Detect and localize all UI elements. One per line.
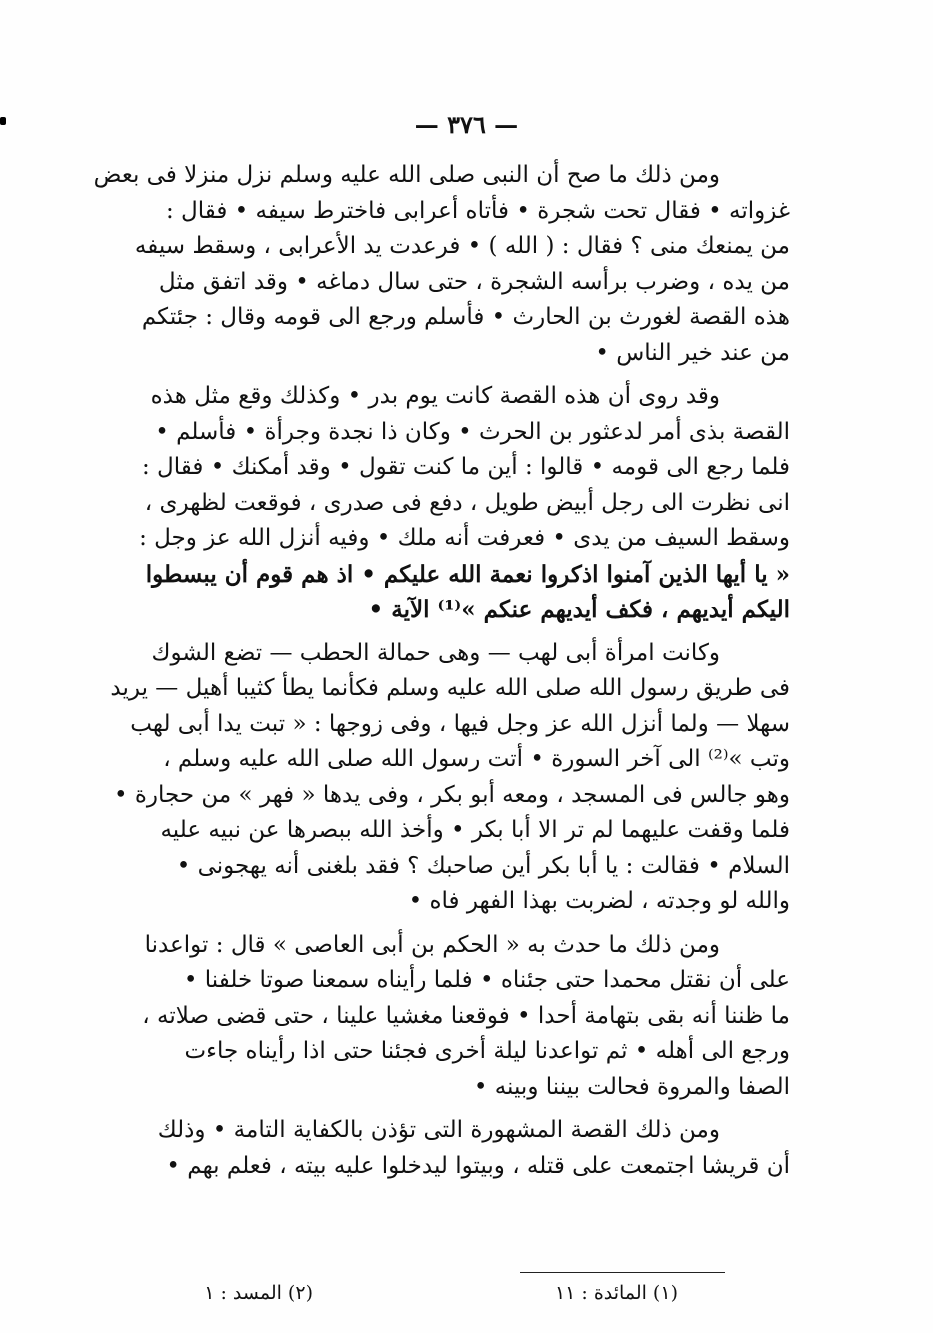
paragraph-2 (70, 379, 790, 628)
text-line: وتب »⁽²⁾ الى آخر السورة • أتت رسول الله صلى الله عليه وسلم ، (163, 746, 790, 772)
quran-verse-line: « يا أيها الذين آمنوا اذكروا نعمة الله عليكم • اذ هم قوم أن يبسطوا (145, 560, 790, 588)
text-line: السلام • فقالت : يا أبا بكر أين صاحبك ؟ فقد بلغنى أنه يهجونى • (176, 852, 790, 879)
text-line: ومن ذلك ما صح أن النبى صلى الله عليه وسلم نزل منزلا فى بعض (93, 162, 720, 188)
body-text (70, 158, 790, 1192)
text-line: الصفا والمروة فحالت بيننا وبينه • (473, 1073, 790, 1100)
text-line: ما ظننا أنه بقى بتهامة أحدا • فوقعنا مغشيا علينا ، حتى قضى صلاته ، (142, 1002, 790, 1029)
footnote-1: (١) المائدة : ١١ (554, 1282, 678, 1304)
text-line: وسقط السيف من يدى • فعرفت أنه ملك • وفيه أنزل الله عز وجل : (139, 525, 790, 551)
footnote-2: (٢) المسد : ١ (204, 1282, 313, 1304)
paragraph-5 (70, 1113, 790, 1184)
text-line: من عند خير الناس • (595, 339, 790, 366)
paragraph-4 (70, 928, 790, 1106)
text-line: على أن نقتل محمدا حتى جئناه • فلما رأيناه سمعنا صوتا خلفنا • (183, 967, 790, 993)
page-number: — ٣٧٦ — (414, 110, 519, 139)
text-line: فلما وقفت عليهما لم تر الا أبا بكر • وأخذ الله ببصرها عن نبيه عليه (160, 817, 790, 843)
text-line: والله لو وجدته ، لضربت بهذا الفهر فاه • (408, 888, 790, 914)
text-line: سهلا — ولما أنزل الله عز وجل فيها ، وفى زوجها : « تبت يدا أبى لهب (130, 710, 790, 737)
text-line: انى نظرت الى رجل أبيض طويل ، دفع فى صدرى ، فوقعت لظهرى ، (144, 489, 790, 516)
text-line: وهو جالس فى المسجد ، ومعه أبو بكر ، وفى يدها « فهر » من حجارة • (113, 781, 790, 808)
text-line: وقد روى أن هذه القصة كانت يوم بدر • وكذلك وقع مثل هذه (150, 383, 720, 409)
text-line: فى طريق رسول الله صلى الله عليه وسلم فكأنما يطأ كثيبا أهيل — يريد (110, 675, 790, 701)
text-line: وكانت امرأة أبى لهب — وهى حمالة الحطب — تضع الشوك (151, 639, 720, 666)
paragraph-3 (70, 636, 790, 920)
text-line: أن قريشا اجتمعت على قتله ، وبيتوا ليدخلوا عليه بيته ، فعلم بهم • (166, 1152, 790, 1179)
text-line: هذه القصة لغورث بن الحارث • فأسلم ورجع الى قومه وقال : جئتكم (141, 304, 790, 330)
paragraph-1 (70, 158, 790, 371)
text-line: القصة بذى أمر لدعثور بن الحرث • وكان ذا نجدة وجرأة • فأسلم • (155, 418, 790, 445)
text-line: ومن ذلك ما حدث به « الحكم بن أبى العاصى » قال : تواعدنا (144, 931, 720, 958)
text-line: ورجع الى أهله • ثم تواعدنا ليلة أخرى فجئنا حتى اذا رأيناه جاءت (184, 1038, 790, 1064)
text-line: من يمنعك منى ؟ فقال : ( الله ) • فرعدت يد الأعرابى ، وسقط سيفه (134, 233, 790, 259)
footnote-divider (520, 1272, 725, 1273)
text-line: من يده ، وضرب برأسه الشجرة ، حتى سال دماغه • وقد اتفق مثل (158, 268, 790, 295)
text-line: ومن ذلك القصة المشهورة التى تؤذن بالكفاية التامة • وذلك (157, 1117, 720, 1143)
text-line: غزواته • فقال تحت شجرة • فأتاه أعرابى فاخترط سيفه • فقال : (165, 197, 790, 224)
quran-verse-line: اليكم أيديهم ، فكف أيديهم عنكم »⁽¹⁾ الآية • (368, 596, 790, 623)
text-line: فلما رجع الى قومه • قالوا : أين ما كنت تقول • وقد أمكنك • فقال : (141, 454, 790, 480)
